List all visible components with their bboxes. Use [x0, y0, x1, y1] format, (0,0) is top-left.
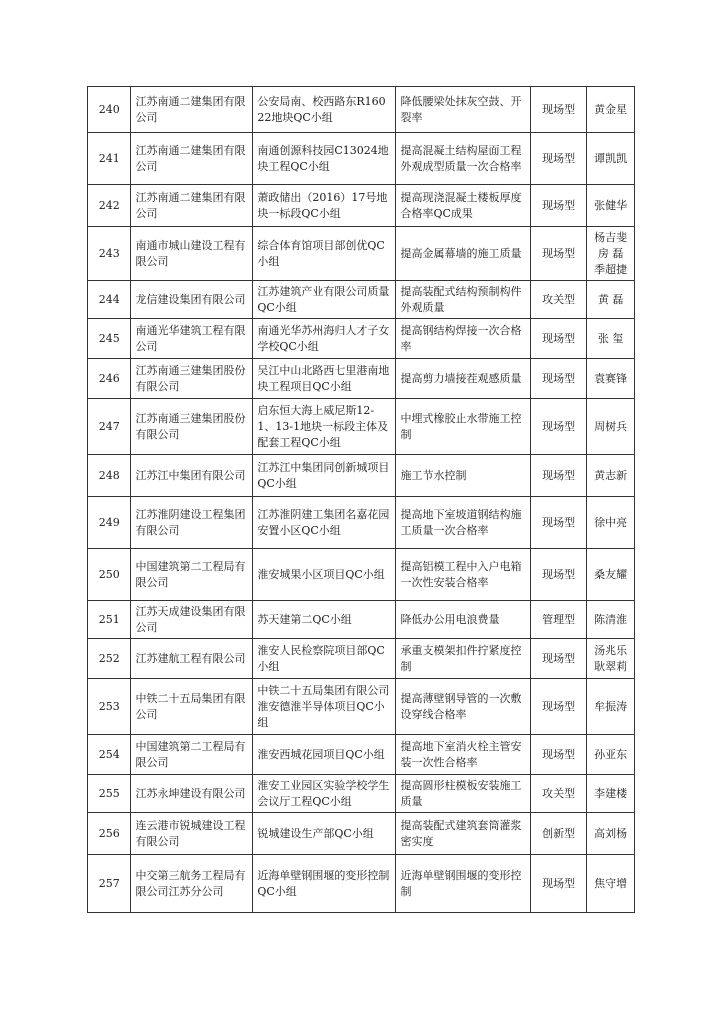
organization: 江苏南通二建集团有限公司	[131, 133, 253, 185]
table-row	[88, 549, 635, 601]
qc-group-name: 公安局南、校西路东R16022地块QC小组	[253, 87, 396, 133]
qc-group-name: 淮安城果小区项目QC小组	[253, 549, 396, 601]
row-number: 254	[88, 735, 131, 775]
qc-group-name: 江苏建筑产业有限公司质量QC小组	[253, 281, 396, 319]
organization: 江苏南通二建集团有限公司	[131, 87, 253, 133]
responsible-person: 周树兵	[587, 399, 635, 455]
qc-group-name: 苏天建第二QC小组	[253, 601, 396, 639]
table-row	[88, 87, 635, 133]
qc-group-name: 萧政储出（2016）17号地块一标段QC小组	[253, 185, 396, 227]
group-type: 现场型	[531, 319, 587, 359]
qc-group-name: 综合体育馆项目部创优QC小组	[253, 227, 396, 281]
row-number: 257	[88, 855, 131, 913]
responsible-person: 焦守增	[587, 855, 635, 913]
organization: 中国建筑第二工程局有限公司	[131, 549, 253, 601]
project-topic: 中埋式橡胶止水带施工控制	[396, 399, 531, 455]
table-row	[88, 497, 635, 549]
qc-group-name: 启东恒大海上威尼斯12-1、13-1地块一标段主体及配套工程QC小组	[253, 399, 396, 455]
row-number: 250	[88, 549, 131, 601]
group-type: 现场型	[531, 735, 587, 775]
responsible-person: 牟振涛	[587, 679, 635, 735]
qc-group-name: 中铁二十五局集团有限公司淮安德淮半导体项目QC小组	[253, 679, 396, 735]
table-row	[88, 601, 635, 639]
group-type: 创新型	[531, 813, 587, 855]
organization: 江苏天成建设集团有限公司	[131, 601, 253, 639]
qc-group-name: 淮安工业园区实验学校学生会议厅工程QC小组	[253, 775, 396, 813]
responsible-person: 张 玺	[587, 319, 635, 359]
organization: 江苏建航工程有限公司	[131, 639, 253, 679]
project-topic: 提高地下室坡道钢结构施工质量一次合格率	[396, 497, 531, 549]
row-number: 252	[88, 639, 131, 679]
row-number: 247	[88, 399, 131, 455]
group-type: 现场型	[531, 855, 587, 913]
row-number: 240	[88, 87, 131, 133]
group-type: 攻关型	[531, 281, 587, 319]
project-topic: 提高剪力墙接茬观感质量	[396, 359, 531, 399]
project-topic: 提高装配式建筑套筒灌浆密实度	[396, 813, 531, 855]
responsible-person: 桑友耀	[587, 549, 635, 601]
group-type: 现场型	[531, 87, 587, 133]
group-type: 现场型	[531, 185, 587, 227]
responsible-person: 杨吉斐 房 磊 季超捷	[587, 227, 635, 281]
row-number: 248	[88, 455, 131, 497]
qc-group-name: 江苏淮阴建工集团名嘉花园安置小区QC小组	[253, 497, 396, 549]
project-topic: 提高现浇混凝土楼板厚度合格率QC成果	[396, 185, 531, 227]
project-topic: 近海单壁钢围堰的变形控制	[396, 855, 531, 913]
qc-group-name: 江苏江中集团同创新城项目QC小组	[253, 455, 396, 497]
organization: 江苏江中集团有限公司	[131, 455, 253, 497]
project-topic: 降低腰梁处抹灰空鼓、开裂率	[396, 87, 531, 133]
responsible-person: 黄金星	[587, 87, 635, 133]
table-row	[88, 399, 635, 455]
organization: 江苏南通二建集团有限公司	[131, 185, 253, 227]
table-row	[88, 735, 635, 775]
row-number: 256	[88, 813, 131, 855]
qc-group-name: 锐城建设生产部QC小组	[253, 813, 396, 855]
table-row	[88, 227, 635, 281]
table-row	[88, 813, 635, 855]
responsible-person: 黄志新	[587, 455, 635, 497]
organization: 南通市城山建设工程有限公司	[131, 227, 253, 281]
qc-group-name: 淮安西城花园项目QC小组	[253, 735, 396, 775]
organization: 中交第三航务工程局有限公司江苏分公司	[131, 855, 253, 913]
group-type: 现场型	[531, 399, 587, 455]
table-row	[88, 185, 635, 227]
project-topic: 提高薄壁钢导管的一次敷设穿线合格率	[396, 679, 531, 735]
group-type: 现场型	[531, 497, 587, 549]
project-topic: 提高地下室消火栓主管安装一次性合格率	[396, 735, 531, 775]
row-number: 244	[88, 281, 131, 319]
responsible-person: 高刘杨	[587, 813, 635, 855]
organization: 中铁二十五局集团有限公司	[131, 679, 253, 735]
responsible-person: 陈清淮	[587, 601, 635, 639]
responsible-person: 黄 磊	[587, 281, 635, 319]
project-topic: 提高金属幕墙的施工质量	[396, 227, 531, 281]
group-type: 现场型	[531, 227, 587, 281]
responsible-person: 孙亚东	[587, 735, 635, 775]
organization: 江苏淮阴建设工程集团有限公司	[131, 497, 253, 549]
organization: 江苏南通三建集团股份有限公司	[131, 399, 253, 455]
group-type: 现场型	[531, 549, 587, 601]
project-topic: 承重支模架扣件拧紧度控制	[396, 639, 531, 679]
qc-group-name: 近海单壁钢围堰的变形控制QC小组	[253, 855, 396, 913]
project-topic: 降低办公用电浪费量	[396, 601, 531, 639]
qc-results-table	[87, 86, 635, 913]
qc-group-name: 南通创源科技园C13024地块工程QC小组	[253, 133, 396, 185]
row-number: 255	[88, 775, 131, 813]
row-number: 242	[88, 185, 131, 227]
responsible-person: 徐中亮	[587, 497, 635, 549]
table-row	[88, 359, 635, 399]
organization: 中国建筑第二工程局有限公司	[131, 735, 253, 775]
qc-group-name: 吴江中山北路西七里港南地块工程项目QC小组	[253, 359, 396, 399]
table-row	[88, 855, 635, 913]
responsible-person: 谭凯凯	[587, 133, 635, 185]
group-type: 管理型	[531, 601, 587, 639]
project-topic: 施工节水控制	[396, 455, 531, 497]
group-type: 现场型	[531, 133, 587, 185]
group-type: 现场型	[531, 455, 587, 497]
organization: 南通光华建筑工程有限公司	[131, 319, 253, 359]
group-type: 现场型	[531, 679, 587, 735]
table-row	[88, 319, 635, 359]
organization: 江苏南通三建集团股份有限公司	[131, 359, 253, 399]
organization: 江苏永坤建设有限公司	[131, 775, 253, 813]
row-number: 246	[88, 359, 131, 399]
row-number: 249	[88, 497, 131, 549]
project-topic: 提高钢结构焊接一次合格率	[396, 319, 531, 359]
table-row	[88, 639, 635, 679]
table-body	[88, 87, 635, 913]
group-type: 现场型	[531, 639, 587, 679]
responsible-person: 李建楼	[587, 775, 635, 813]
responsible-person: 汤兆乐 耿翠莉	[587, 639, 635, 679]
table-row	[88, 455, 635, 497]
project-topic: 提高装配式结构预制构件外观质量	[396, 281, 531, 319]
responsible-person: 袁赛锋	[587, 359, 635, 399]
row-number: 243	[88, 227, 131, 281]
table-row	[88, 679, 635, 735]
group-type: 现场型	[531, 359, 587, 399]
project-topic: 提高圆形柱模板安装施工质量	[396, 775, 531, 813]
row-number: 253	[88, 679, 131, 735]
row-number: 241	[88, 133, 131, 185]
qc-group-name: 淮安人民检察院项目部QC小组	[253, 639, 396, 679]
responsible-person: 张健华	[587, 185, 635, 227]
table-row	[88, 775, 635, 813]
organization: 连云港市锐城建设工程有限公司	[131, 813, 253, 855]
qc-group-name: 南通光华苏州海归人才子女学校QC小组	[253, 319, 396, 359]
table-row	[88, 133, 635, 185]
row-number: 245	[88, 319, 131, 359]
organization: 龙信建设集团有限公司	[131, 281, 253, 319]
table-row	[88, 281, 635, 319]
project-topic: 提高混凝土结构屋面工程外观成型质量一次合格率	[396, 133, 531, 185]
group-type: 攻关型	[531, 775, 587, 813]
row-number: 251	[88, 601, 131, 639]
project-topic: 提高铝模工程中入户电箱一次性安装合格率	[396, 549, 531, 601]
